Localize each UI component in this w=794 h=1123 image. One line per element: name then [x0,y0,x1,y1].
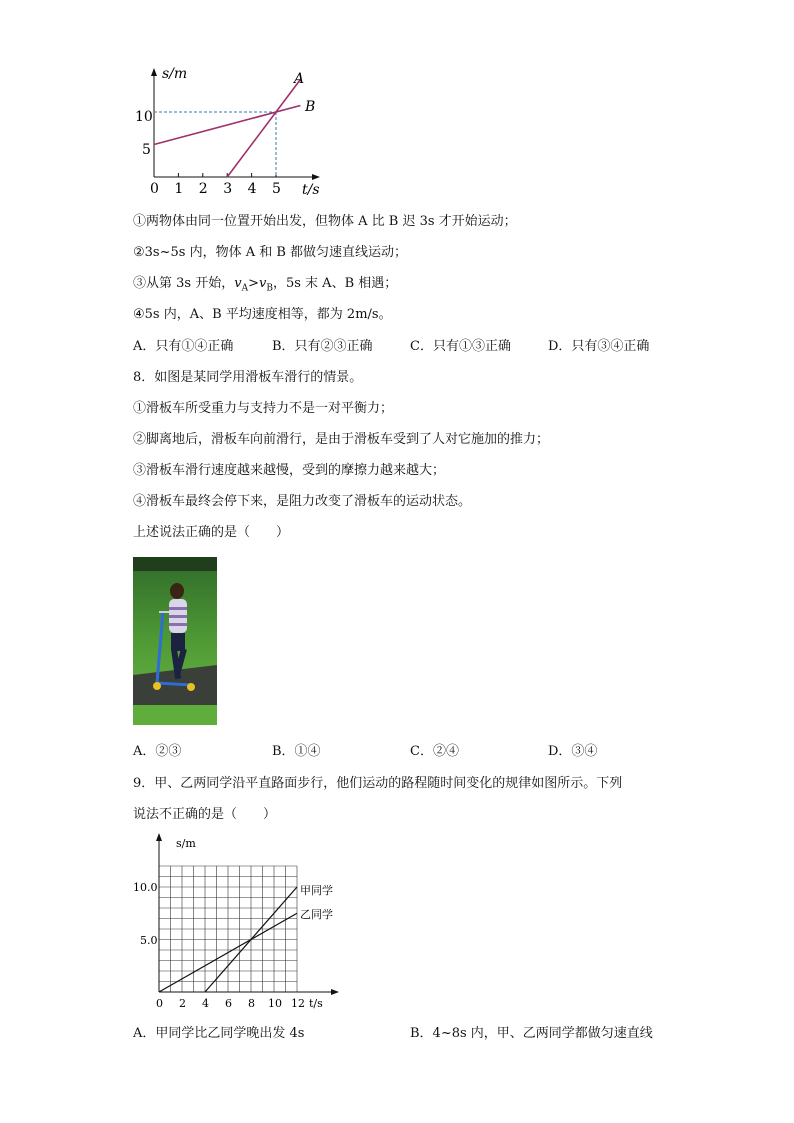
graph-jia-yi-x-label: t/s [309,997,323,1010]
q8-statement-1: ①滑板车所受重力与支持力不是一对平衡力； [133,401,394,416]
q8-statement-2: ②脚离地后，滑板车向前滑行，是由于滑板车受到了人对它施加的推力； [133,432,550,447]
q7-option-d[interactable]: D．只有③④正确 [548,339,650,354]
x-tick-label: 12 [291,997,305,1010]
x-tick-label: 0 [156,997,163,1010]
q8-statement-4: ④滑板车最终会停下来，是阻力改变了滑板车的运动状态。 [133,494,472,509]
q7-statement-1: ①两物体由同一位置开始出发，但物体 A 比 B 迟 3s 才开始运动； [133,214,517,229]
q7-statement-2: ②3s~5s 内，物体 A 和 B 都做匀速直线运动； [133,245,408,260]
graph-jia-yi-ytick-10: 10.0 [133,881,158,894]
graph-jia-yi [128,830,348,1020]
q8-option-b[interactable]: B．①④ [272,744,321,759]
q7-s3-va: v [234,276,242,291]
q8-option-d[interactable]: D．③④ [548,744,598,759]
graph-ab-y-label: s/m [162,66,188,82]
x-tick-label: 0 [150,181,159,197]
graph-ab [130,62,330,202]
x-tick-label: 8 [248,997,255,1010]
q7-statement-3 [133,275,397,298]
graph-ab-xtick-labels [150,181,281,197]
q7-s3-vb: v [258,276,267,291]
q9-stem-line-2: 说法不正确的是（ ） [133,807,277,822]
x-tick-label: 4 [247,181,257,197]
x-axis-arrow [312,174,320,180]
graph-jia-yi-y-arrow [156,833,162,841]
q7-statement-4: ④5s 内，A、B 平均速度相等，都为 2m/s。 [133,307,392,322]
x-tick-label: 6 [225,997,232,1010]
graph-ab-lines [154,80,300,178]
graph-ab-ytick-5: 5 [142,142,151,158]
q8-option-c[interactable]: C．②④ [410,744,459,759]
q8-stem: 8．如图是某同学用滑板车滑行的情景。 [133,370,363,385]
graph-ab-axes [154,74,315,177]
graph-jia-yi-xtick-labels [156,997,305,1010]
q7-s3-gt: > [248,276,259,291]
q7-s3-text-a: ③从第 3s 开始， [133,276,235,291]
graph-jia-yi-ytick-5: 5.0 [140,934,158,947]
yi-label: 乙同学 [300,908,333,921]
q7-s3-text-b: ，5s 末 A、B 相遇； [272,276,398,291]
x-tick-label: 2 [198,181,208,197]
q8-question: 上述说法正确的是（ ） [133,525,290,540]
q7-s3-va-sub: A [241,283,249,294]
jia-label: 甲同学 [300,884,333,897]
q7-option-b[interactable]: B．只有②③正确 [272,339,373,354]
graph-jia-yi-grid [159,866,297,992]
x-tick-label: 3 [223,181,233,197]
q9-stem-line-1: 9．甲、乙两同学沿平直路面步行，他们运动的路程随时间变化的规律如图所示。下列 [133,776,623,791]
x-tick-label: 10 [268,997,282,1010]
q8-option-a[interactable]: A．②③ [133,744,182,759]
x-tick-label: 5 [272,181,281,197]
line-a-label: A [294,71,305,87]
graph-ab-dashed [154,112,276,177]
graph-jia-yi-y-label: s/m [176,837,196,850]
q7-s3-vb-sub: B [266,283,273,294]
q7-option-c[interactable]: C．只有①③正确 [410,339,511,354]
graph-jia-yi-x-arrow [331,989,339,995]
q9-option-a[interactable]: A．甲同学比乙同学晚出发 4s [133,1026,305,1041]
line-b-label: B [305,99,316,115]
q8-statement-3: ③滑板车滑行速度越来越慢，受到的摩擦力越来越大； [133,463,446,478]
series-line-a [227,80,300,178]
scooter-photo [133,557,217,725]
y-axis-arrow [151,68,157,76]
q7-option-a[interactable]: A．只有①④正确 [133,339,234,354]
x-tick-label: 1 [174,181,184,197]
x-tick-label: 2 [179,997,186,1010]
x-tick-label: 4 [202,997,209,1010]
series-line-b [154,106,300,145]
graph-ab-ytick-10: 10 [135,109,153,125]
q9-option-b[interactable]: B．4~8s 内，甲、乙两同学都做匀速直线 [410,1026,653,1041]
graph-ab-x-label: t/s [302,182,320,198]
